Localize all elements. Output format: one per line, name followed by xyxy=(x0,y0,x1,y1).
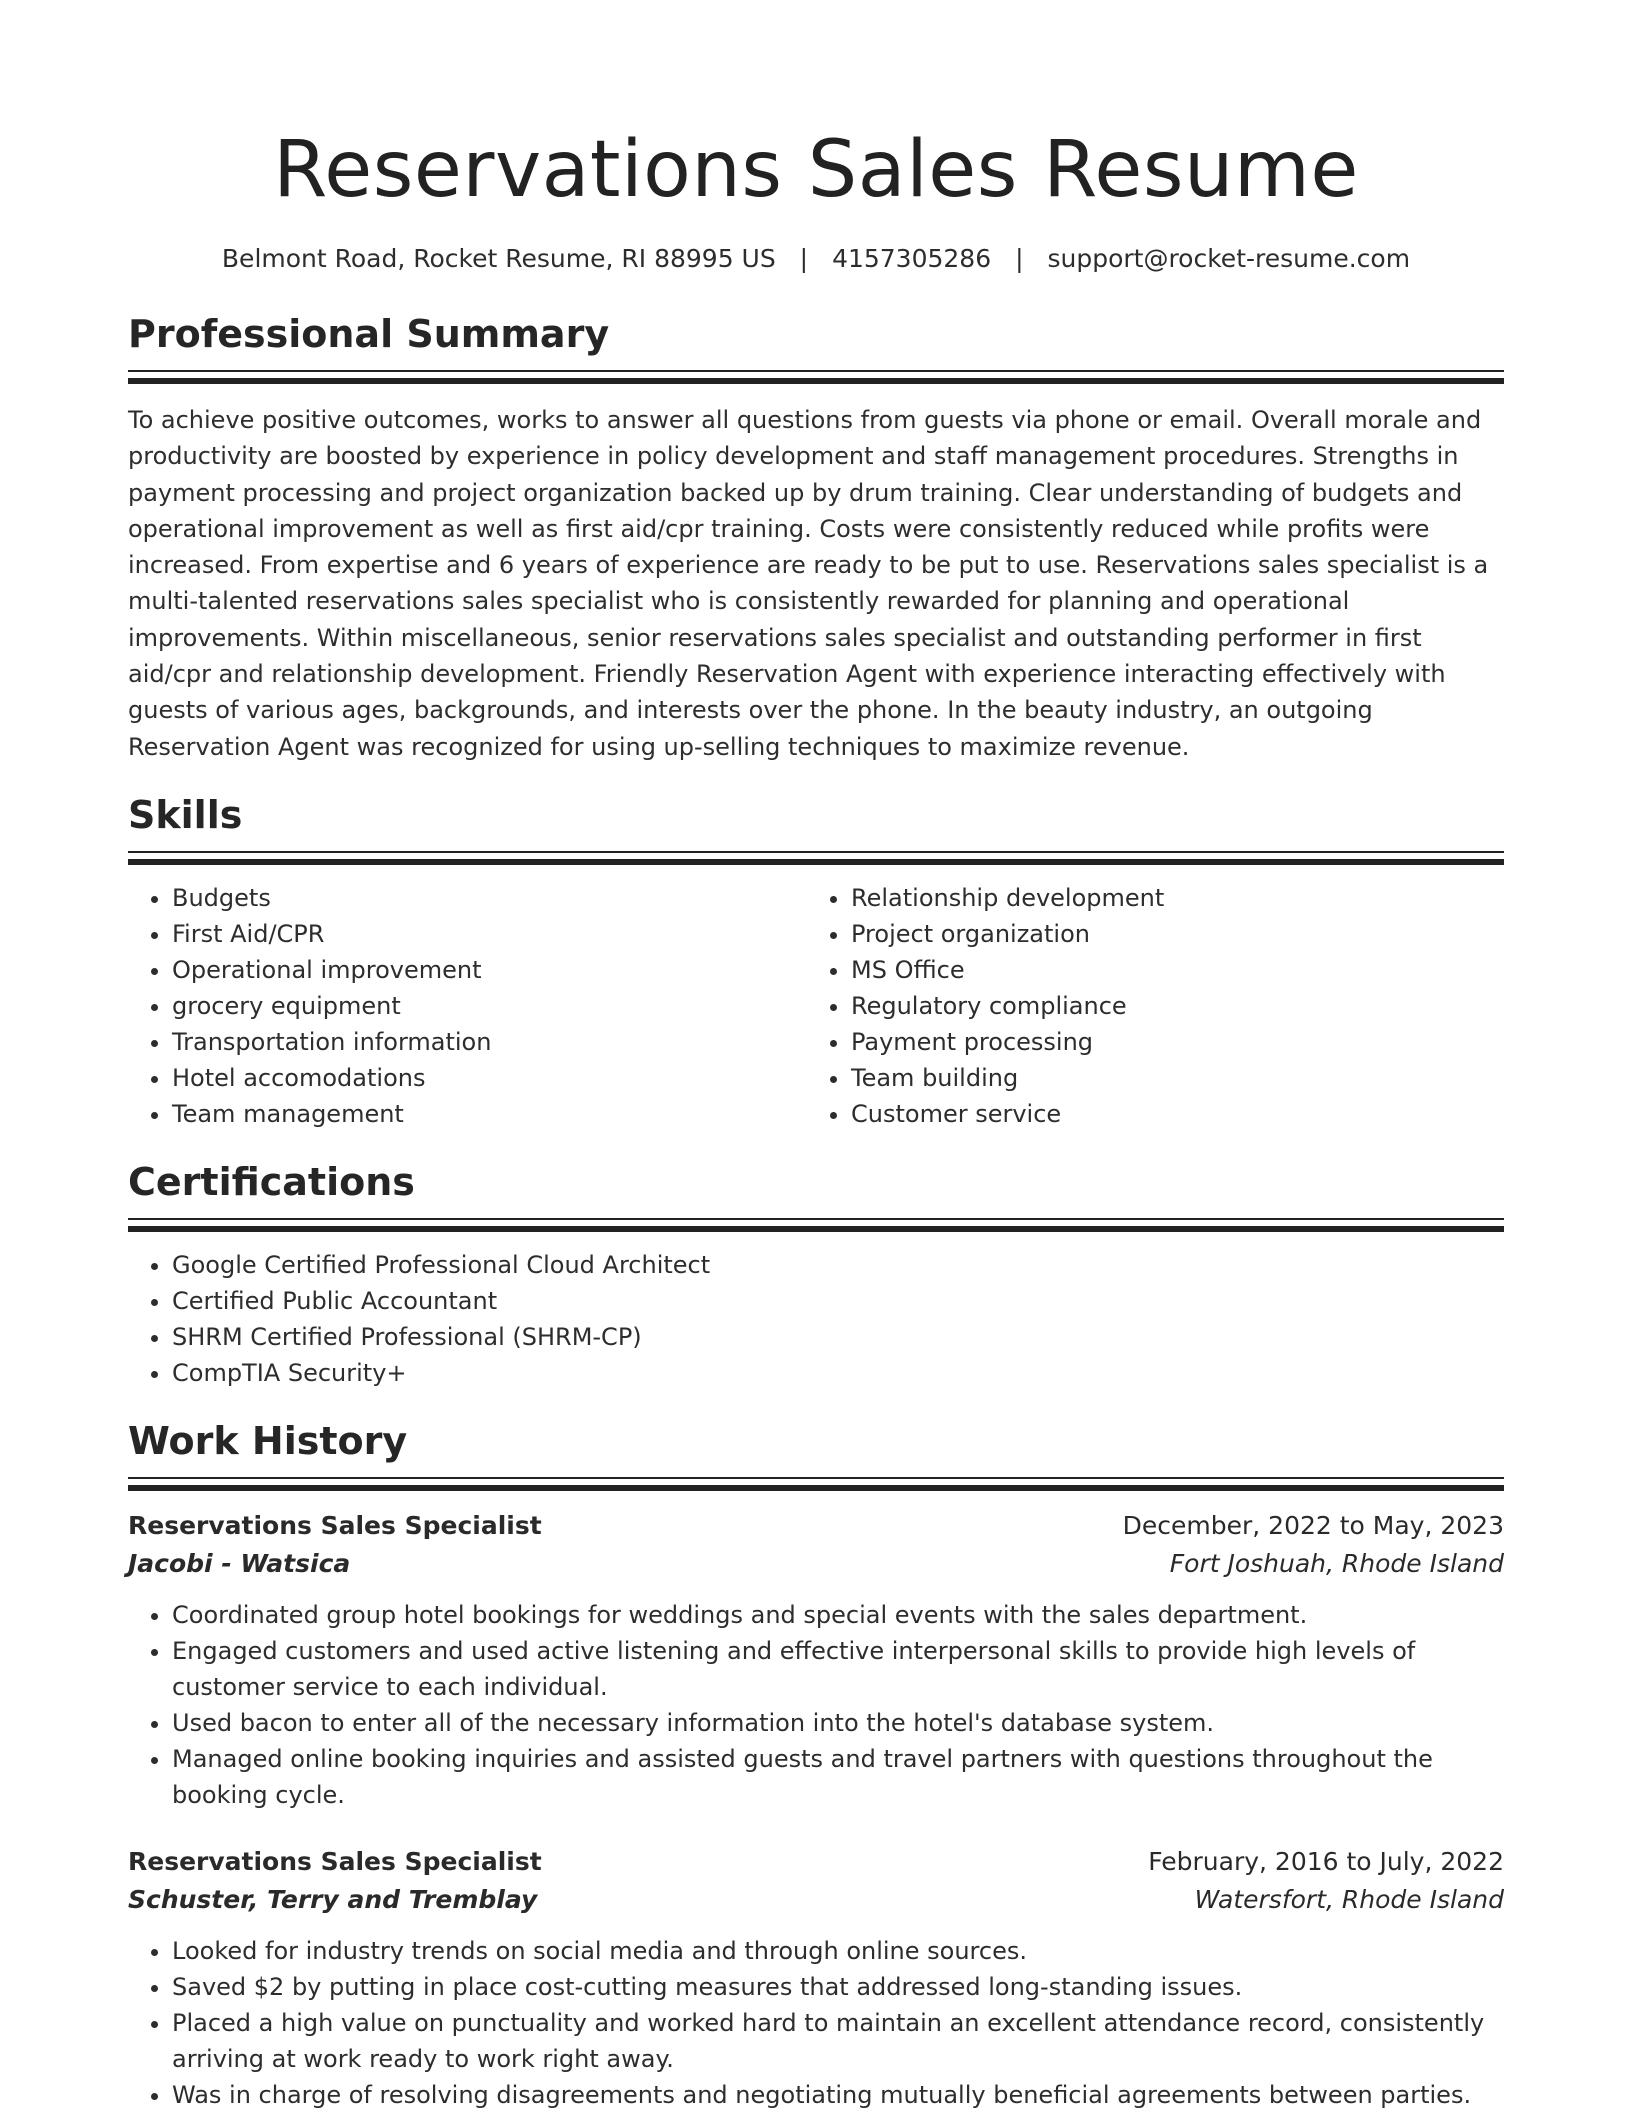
job-bullet: • Used bacon to enter all of the necessary information into the hotel's database system. xyxy=(172,1705,1504,1741)
skill-item: • Relationship development xyxy=(851,880,1486,916)
skill-item: • Operational improvement xyxy=(172,952,807,988)
section-title-work-history: Work History xyxy=(128,1418,408,1463)
job-company: Schuster, Terry and Tremblay xyxy=(128,1884,538,1914)
job-entry xyxy=(128,1843,1504,2113)
summary-text: To achieve positive outcomes, works to answer all questions from guests via phone or email. Overall morale and productivity are boosted by experience in policy development and staff management procedures. Strengths in payment processing and project organization backed up by drum training. Clear understanding of budgets and operational improvement as well as first aid/cpr training. Costs were consistently reduced while profits were increased. From expertise and 6 years of experience are ready to be put to use. Reservations sales specialist is a multi-talented reservations sales specialist who is consistently rewarded for planning and operational improvements. Within miscellaneous, senior reservations sales specialist and outstanding performer in first aid/cpr and relationship development. Friendly Reservation Agent with experience interacting effectively with guests of various ages, backgrounds, and interests over the phone. In the beauty industry, an outgoing Reservation Agent was recognized for using up-selling techniques to maximize revenue. xyxy=(128,406,1489,761)
section-divider xyxy=(128,851,1504,865)
certifications-section xyxy=(128,1158,1504,1391)
section-divider xyxy=(128,1218,1504,1232)
section-divider xyxy=(128,370,1504,384)
skills-columns xyxy=(128,880,1504,1132)
contact-line xyxy=(128,242,1504,276)
job-bullet: • Engaged customers and used active listening and effective interpersonal skills to provide high levels of customer service to each individual. xyxy=(172,1633,1504,1705)
job-entry xyxy=(128,1507,1504,1813)
skill-item: • First Aid/CPR xyxy=(172,916,807,952)
skills-list-right xyxy=(807,880,1486,1132)
job-dates: February, 2016 to July, 2022 xyxy=(1148,1846,1504,1876)
skills-section xyxy=(128,791,1504,1132)
section-divider xyxy=(128,1477,1504,1491)
certification-item: • Google Certified Professional Cloud Architect xyxy=(172,1247,1504,1283)
job-bullets xyxy=(128,1933,1504,2113)
job-bullet: • Placed a high value on punctuality and worked hard to maintain an excellent attendance record, consistently arriving at work ready to work right away. xyxy=(172,2005,1504,2077)
job-dates: December, 2022 to May, 2023 xyxy=(1122,1510,1504,1540)
job-bullet: • Was in charge of resolving disagreements and negotiating mutually beneficial agreements between parties. xyxy=(172,2077,1504,2113)
skill-item: • Budgets xyxy=(172,880,807,916)
section-title-summary: Professional Summary xyxy=(128,312,610,356)
skills-list-left xyxy=(128,880,807,1132)
job-company: Jacobi - Watsica xyxy=(128,1548,351,1578)
contact-phone: 4157305286 xyxy=(832,244,992,273)
work-history-section xyxy=(128,1417,1504,2113)
job-title: Reservations Sales Specialist xyxy=(128,1510,542,1540)
contact-address: Belmont Road, Rocket Resume, RI 88995 US xyxy=(221,244,776,273)
skill-item: • Payment processing xyxy=(851,1024,1486,1060)
job-bullets xyxy=(128,1597,1504,1813)
summary-section xyxy=(128,310,1504,765)
contact-separator: | xyxy=(1015,244,1024,273)
job-bullet: • Coordinated group hotel bookings for weddings and special events with the sales department. xyxy=(172,1597,1504,1633)
resume-page xyxy=(128,0,1504,2113)
skill-item: • Team building xyxy=(851,1060,1486,1096)
certification-item: • SHRM Certified Professional (SHRM-CP) xyxy=(172,1319,1504,1355)
resume-title: Reservations Sales Resume xyxy=(273,125,1359,215)
job-bullet: • Looked for industry trends on social media and through online sources. xyxy=(172,1933,1504,1969)
skill-item: • Team management xyxy=(172,1096,807,1132)
skill-item: • Customer service xyxy=(851,1096,1486,1132)
job-bullet: • Managed online booking inquiries and assisted guests and travel partners with questions throughout the booking cycle. xyxy=(172,1741,1504,1813)
job-title: Reservations Sales Specialist xyxy=(128,1846,542,1876)
skill-item: • Hotel accomodations xyxy=(172,1060,807,1096)
skill-item: • MS Office xyxy=(851,952,1486,988)
skill-item: • grocery equipment xyxy=(172,988,807,1024)
job-location: Watersfort, Rhode Island xyxy=(1194,1884,1504,1914)
skill-item: • Transportation information xyxy=(172,1024,807,1060)
skill-item: • Project organization xyxy=(851,916,1486,952)
section-title-certifications: Certifications xyxy=(128,1159,415,1204)
contact-email: support@rocket-resume.com xyxy=(1047,244,1411,273)
job-bullet: • Saved $2 by putting in place cost-cutting measures that addressed long-standing issues. xyxy=(172,1969,1504,2005)
section-title-skills: Skills xyxy=(128,792,243,837)
contact-separator: | xyxy=(799,244,809,273)
certification-item: • Certified Public Accountant xyxy=(172,1283,1504,1319)
certification-item: • CompTIA Security+ xyxy=(172,1355,1504,1391)
skill-item: • Regulatory compliance xyxy=(851,988,1486,1024)
certifications-list xyxy=(128,1247,1504,1391)
job-location: Fort Joshuah, Rhode Island xyxy=(1169,1548,1504,1578)
